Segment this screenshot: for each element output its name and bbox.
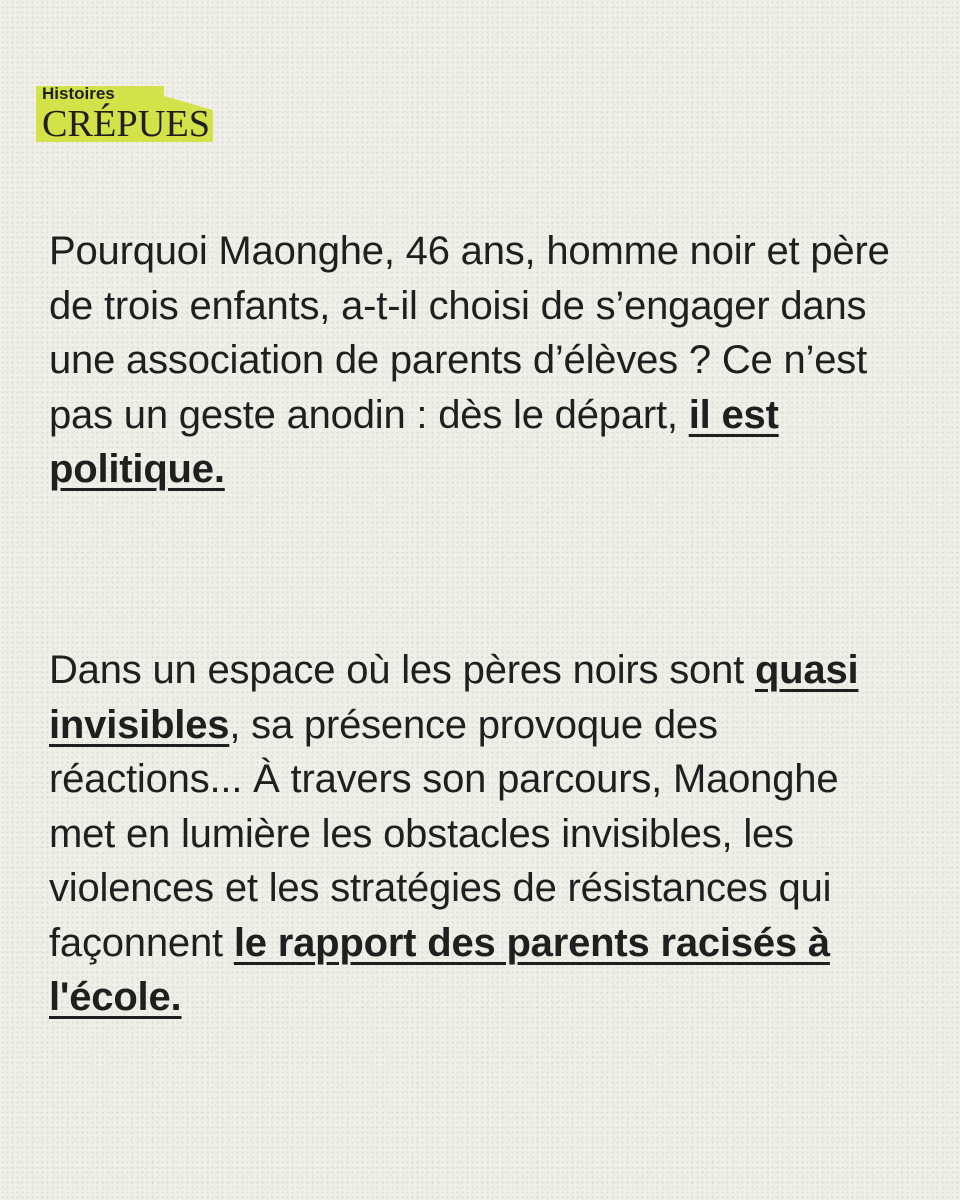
intro-paragraph: [49, 224, 909, 497]
invisible-link[interactable]: quasi invisibles: [49, 648, 859, 747]
political-link[interactable]: il est politique.: [49, 392, 779, 491]
logo-graphic: [36, 74, 214, 142]
context-text-middle: , sa présence provoque des réactions... À travers son parcours, Maonghe met en lumière les obstacles invisibles, les violences et les stratégies de résistances qui façonnent: [49, 702, 839, 965]
context-paragraph: [49, 643, 909, 1025]
brand-logo: [36, 74, 214, 142]
context-text-start: Dans un espace où les pères noirs sont: [49, 648, 755, 692]
logo-top-text: Histoires: [42, 84, 115, 103]
intro-text: Pourquoi Maonghe, 46 ans, homme noir et père de trois enfants, a-t-il choisi de s’engager dans une association de parents d’élèves ? Ce n’est pas un geste anodin : dès le départ,: [49, 229, 890, 437]
school-relation-link[interactable]: le rapport des parents racisés à l'école.: [49, 920, 830, 1019]
logo-main-text: CRÉPUES: [42, 103, 210, 142]
